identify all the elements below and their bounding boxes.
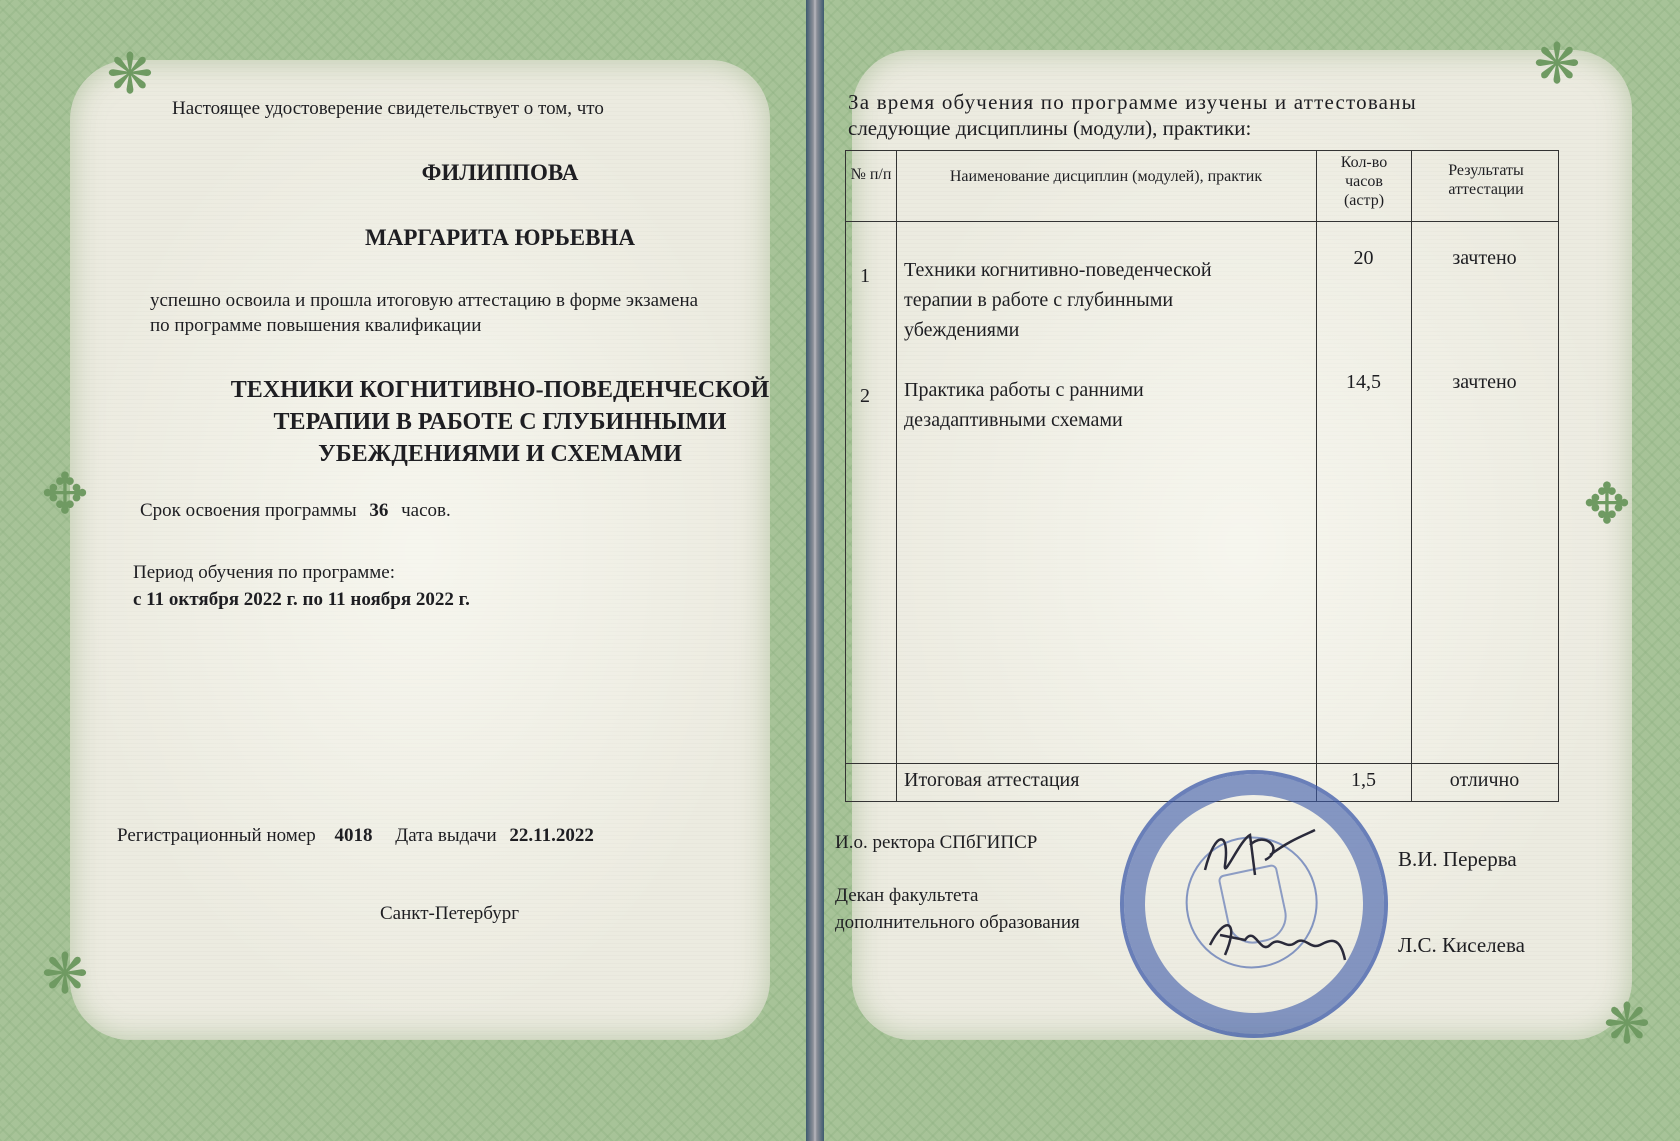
program-title-line2: ТЕРАПИИ В РАБОТЕ С ГЛУБИННЫМИ — [273, 409, 727, 435]
issue-date-label: Дата выдачи — [395, 825, 497, 846]
row1-num: 1 — [860, 265, 870, 287]
ornament-icon: ❋ — [41, 942, 89, 1007]
header-name: Наименование дисциплин (модулей), практик — [949, 168, 1263, 185]
header-result: Результаты аттестации — [1448, 162, 1524, 198]
duration — [140, 500, 451, 522]
row2-name — [904, 375, 1144, 435]
duration-unit: часов. — [401, 500, 451, 521]
row2-hours: 14,5 — [1346, 371, 1381, 393]
row2-name-line2: дезадаптивными схемами — [904, 409, 1123, 431]
header-hours: Кол-во часов (астр) — [1340, 154, 1388, 209]
header-num: № п/п — [850, 166, 892, 183]
rector-title: И.о. ректора СПбГИПСР — [835, 832, 1038, 853]
row1-result: зачтено — [1452, 247, 1517, 269]
recipient-name: МАРГАРИТА ЮРЬЕВНА — [365, 225, 635, 250]
final-hours: 1,5 — [1351, 769, 1376, 791]
row1-name-line3: убеждениями — [904, 319, 1020, 341]
registration — [117, 825, 594, 847]
issue-date: 22.11.2022 — [509, 825, 594, 846]
left-page-paper — [70, 60, 770, 1040]
disciplines-table — [845, 150, 1559, 802]
row1-name-line2: терапии в работе с глубинными — [904, 289, 1174, 311]
period-label: Период обучения по программе: — [133, 562, 396, 583]
ornament-icon: ❋ — [106, 42, 154, 107]
program-title-line3: УБЕЖДЕНИЯМИ И СХЕМАМИ — [318, 441, 682, 467]
right-intro-line1: За время обучения по программе изучены и аттестованы — [848, 90, 1417, 114]
rector-signature — [1195, 820, 1325, 890]
rector-name: В.И. Перерва — [1398, 847, 1517, 871]
dean-title-line1: Декан факультета — [835, 885, 979, 906]
period-value: с 11 октября 2022 г. по 11 ноября 2022 г. — [133, 589, 470, 610]
dean-signature — [1200, 905, 1350, 975]
dean-name: Л.С. Киселева — [1398, 933, 1525, 957]
ornament-icon: ❋ — [1533, 32, 1581, 97]
row2-num: 2 — [860, 385, 870, 407]
row1-name — [904, 255, 1212, 345]
final-name: Итоговая аттестация — [904, 769, 1080, 791]
duration-label: Срок освоения программы — [140, 500, 357, 521]
recipient-surname: ФИЛИППОВА — [421, 160, 579, 185]
city: Санкт-Петербург — [380, 903, 520, 924]
ornament-icon: ✥ — [41, 462, 89, 527]
row1-hours: 20 — [1353, 247, 1374, 269]
reg-label: Регистрационный номер — [117, 825, 316, 846]
final-result: отлично — [1449, 769, 1520, 791]
completion-text-line2: по программе повышения квалификации — [150, 315, 482, 336]
completion-text-line1: успешно освоила и прошла итоговую аттестацию в форме экзамена — [150, 290, 699, 311]
dean-title-line2: дополнительного образования — [835, 912, 1080, 933]
intro-text: Настоящее удостоверение свидетельствует о том, что — [172, 98, 604, 119]
right-intro-line2: следующие дисциплины (модули), практики: — [848, 116, 1252, 140]
duration-value: 36 — [369, 500, 389, 521]
row1-name-line1: Техники когнитивно-поведенческой — [904, 259, 1212, 281]
reg-number: 4018 — [334, 825, 373, 846]
ornament-icon: ❋ — [1603, 992, 1651, 1057]
row2-name-line1: Практика работы с ранними — [904, 379, 1144, 401]
row2-result: зачтено — [1452, 371, 1517, 393]
program-title-line1: ТЕХНИКИ КОГНИТИВНО-ПОВЕДЕНЧЕСКОЙ — [230, 377, 770, 403]
ornament-icon: ✥ — [1583, 472, 1631, 537]
